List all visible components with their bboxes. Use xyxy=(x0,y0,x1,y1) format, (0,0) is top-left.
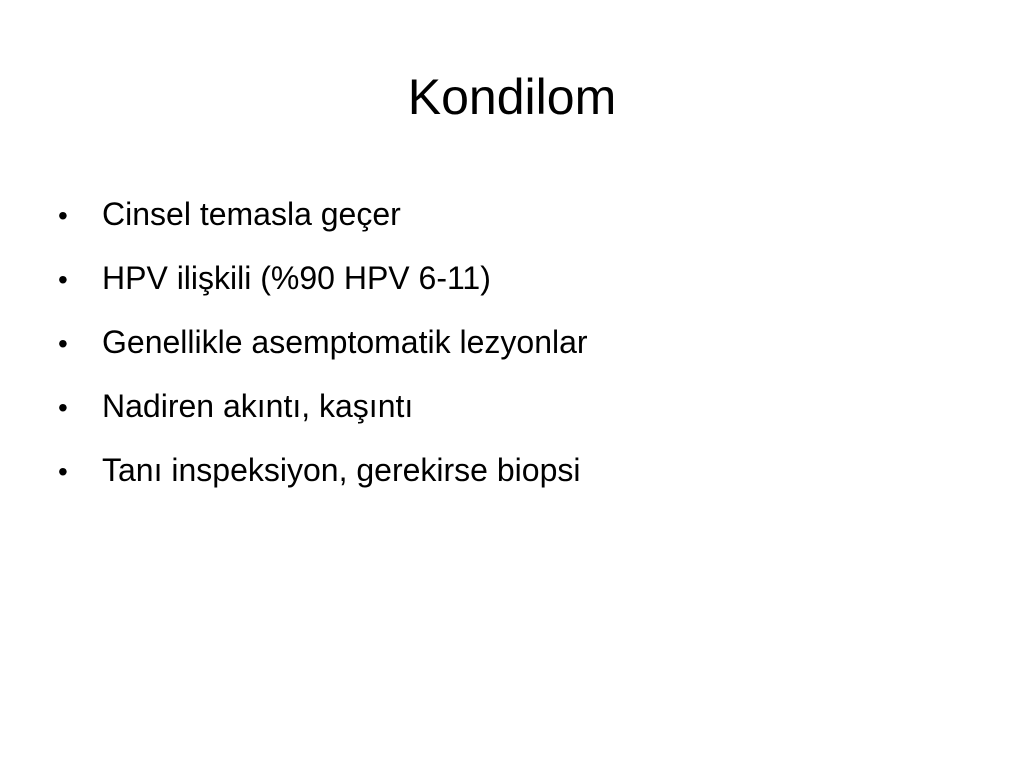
bullet-item xyxy=(56,188,956,252)
bullet-item xyxy=(56,380,956,444)
slide-title: Kondilom xyxy=(407,69,617,125)
bullet-icon: • xyxy=(58,456,68,487)
bullet-text: Tanı inspeksiyon, gerekirse biopsi xyxy=(102,452,581,488)
bullet-text: Genellikle asemptomatik lezyonlar xyxy=(102,324,588,360)
bullet-item xyxy=(56,316,956,380)
bullet-text: HPV ilişkili (%90 HPV 6-11) xyxy=(102,260,491,296)
bullet-item xyxy=(56,444,956,508)
bullet-list xyxy=(56,188,956,508)
bullet-item xyxy=(56,252,956,316)
bullet-text: Nadiren akıntı, kaşıntı xyxy=(102,388,414,424)
bullet-text: Cinsel temasla geçer xyxy=(102,196,401,232)
bullet-icon: • xyxy=(58,200,68,231)
bullet-icon: • xyxy=(58,392,68,423)
bullet-icon: • xyxy=(58,264,68,295)
bullet-icon: • xyxy=(58,328,68,359)
